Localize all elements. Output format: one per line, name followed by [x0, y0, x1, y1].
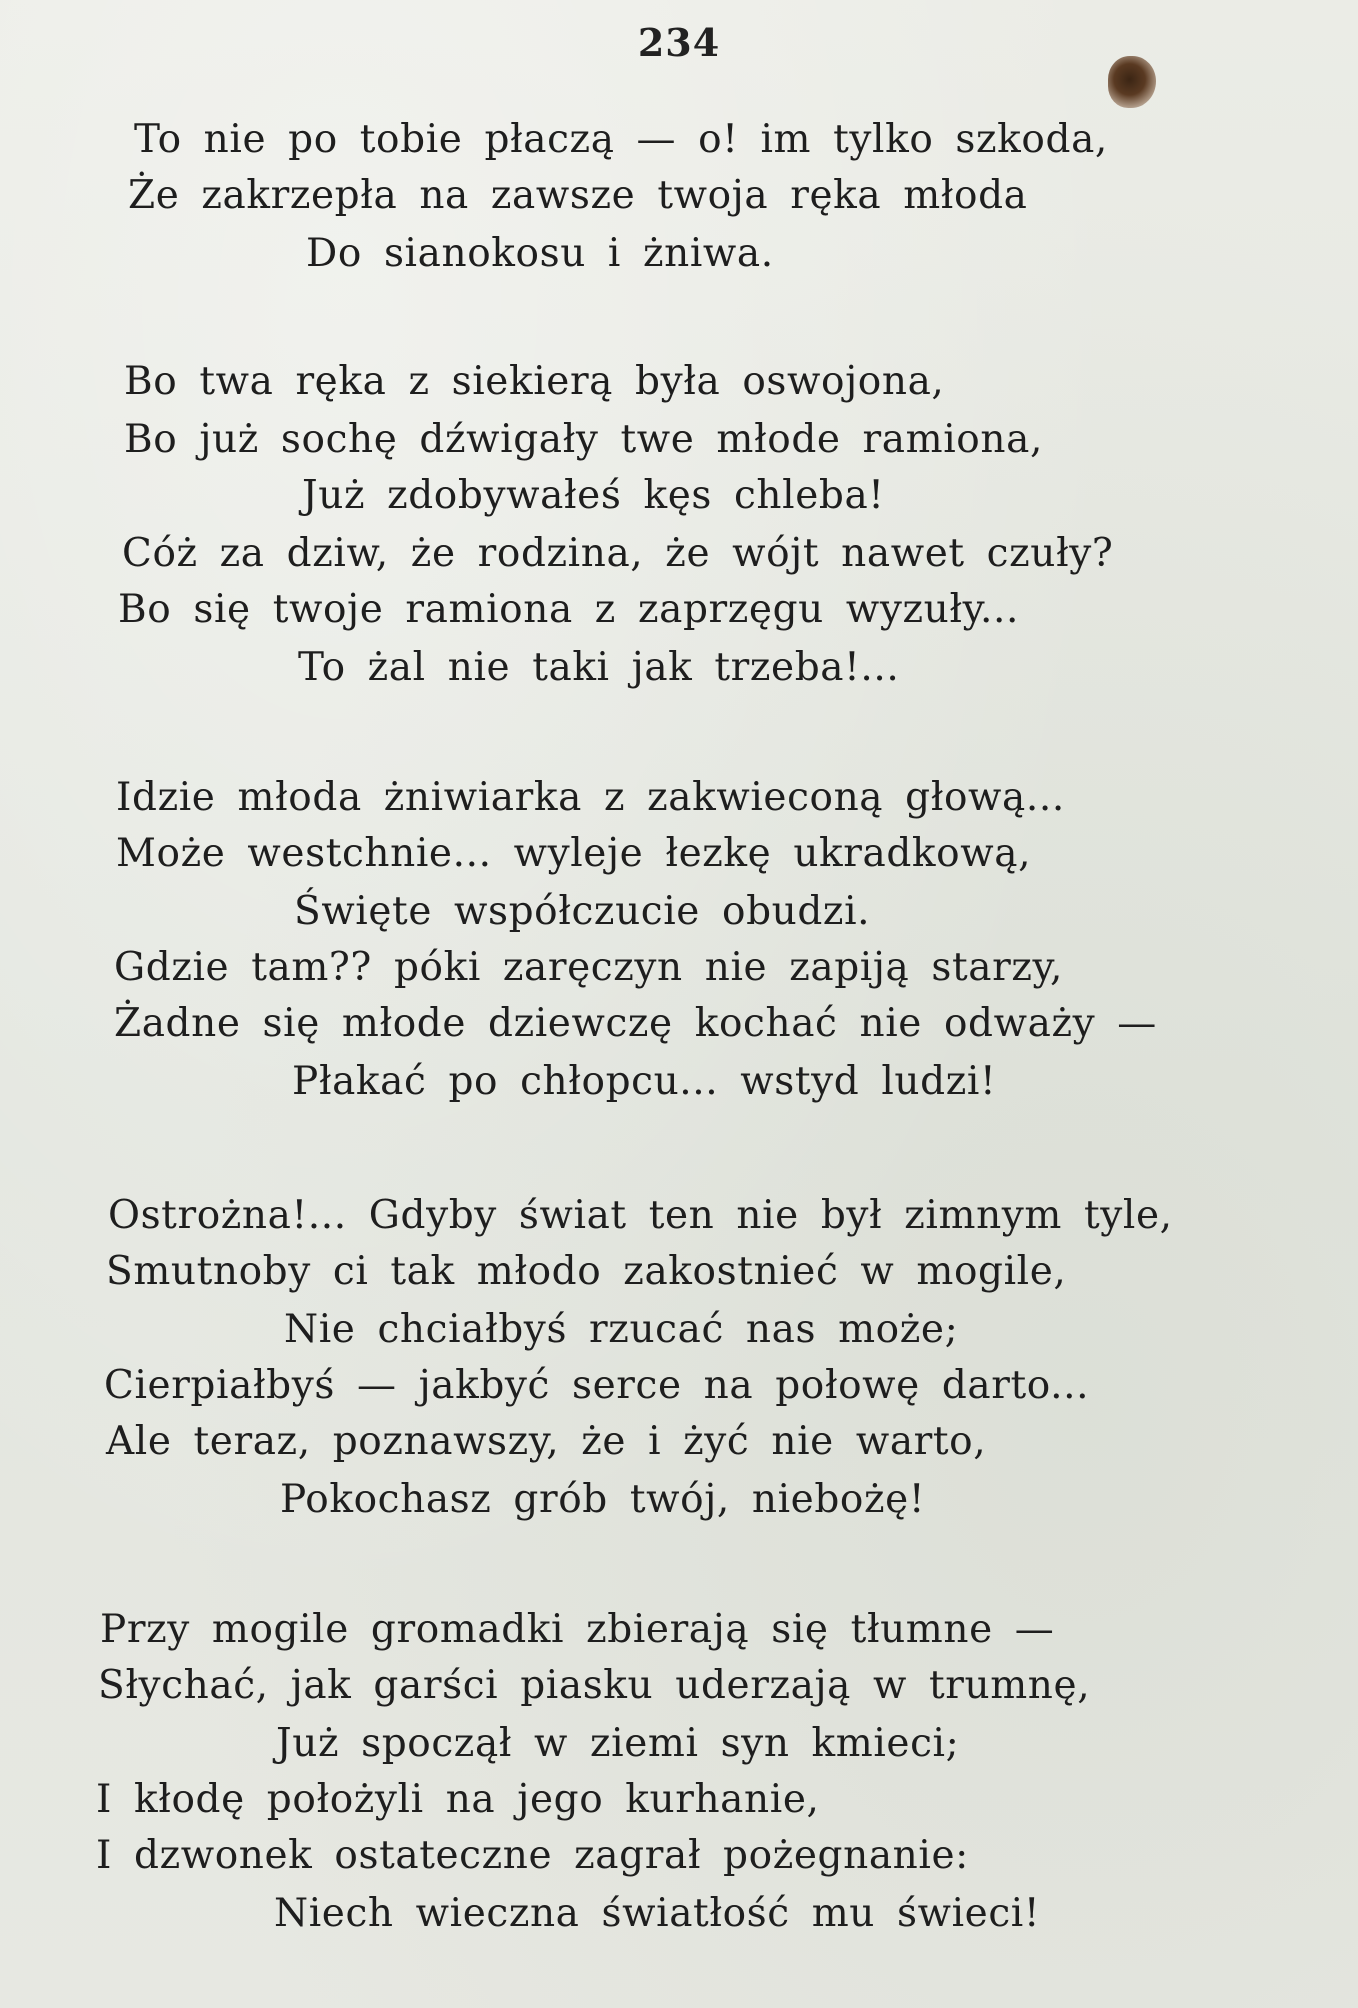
stanza-2-line-4: Cóż za dziw, że rodzina, że wójt nawet czuły? — [122, 531, 1114, 576]
stanza-5-line-1: Przy mogile gromadki zbierają się tłumne — — [100, 1607, 1055, 1652]
stanza-3-line-5: Żadne się młode dziewczę kochać nie odważy — — [114, 1001, 1157, 1046]
stanza-3-line-4: Gdzie tam?? póki zaręczyn nie zapiją starzy, — [114, 945, 1063, 990]
stanza-2-line-3: Już zdobywałeś kęs chleba! — [302, 473, 885, 518]
stanza-2-line-6: To żal nie taki jak trzeba!... — [298, 645, 900, 690]
stanza-5-line-5: I dzwonek ostateczne zagrał pożegnanie: — [96, 1833, 969, 1878]
stanza-3-line-6: Płakać po chłopcu... wstyd ludzi! — [292, 1059, 997, 1104]
stanza-4-line-2: Smutnoby ci tak młodo zakostnieć w mogile, — [106, 1249, 1067, 1294]
stanza-2-line-2: Bo już sochę dźwigały twe młode ramiona, — [124, 417, 1043, 462]
stanza-4-line-4: Cierpiałbyś — jakbyć serce na połowę darto... — [104, 1363, 1090, 1408]
stanza-1-line-1: To nie po tobie płaczą — o! im tylko szkoda, — [134, 117, 1108, 162]
stanza-3-line-1: Idzie młoda żniwiarka z zakwieconą głową... — [116, 775, 1065, 820]
stanza-5-line-4: I kłodę położyli na jego kurhanie, — [96, 1777, 820, 1822]
stanza-3-line-2: Może westchnie... wyleje łezkę ukradkową, — [116, 831, 1032, 876]
stanza-4-line-6: Pokochasz grób twój, niebożę! — [280, 1477, 926, 1522]
stanza-5-line-2: Słychać, jak garści piasku uderzają w trumnę, — [98, 1663, 1091, 1708]
stanza-1-line-2: Że zakrzepła na zawsze twoja ręka młoda — [128, 173, 1028, 218]
stanza-3-line-3: Święte współczucie obudzi. — [294, 889, 871, 934]
stanza-5-line-3: Już spoczął w ziemi syn kmieci; — [276, 1721, 960, 1766]
stanza-2-line-1: Bo twa ręka z siekierą była oswojona, — [124, 359, 945, 404]
stanza-5-line-6: Niech wieczna światłość mu świeci! — [274, 1891, 1041, 1936]
stanza-1-line-3: Do sianokosu i żniwa. — [306, 231, 774, 276]
stanza-2-line-5: Bo się twoje ramiona z zaprzęgu wyzuły... — [118, 587, 1020, 632]
stanza-4-line-1: Ostrożna!... Gdyby świat ten nie był zimnym tyle, — [108, 1193, 1173, 1238]
stanza-4-line-3: Nie chciałbyś rzucać nas może; — [284, 1307, 959, 1352]
page-number: 234 — [637, 20, 721, 65]
stanza-4-line-5: Ale teraz, poznawszy, że i żyć nie warto, — [106, 1419, 987, 1464]
